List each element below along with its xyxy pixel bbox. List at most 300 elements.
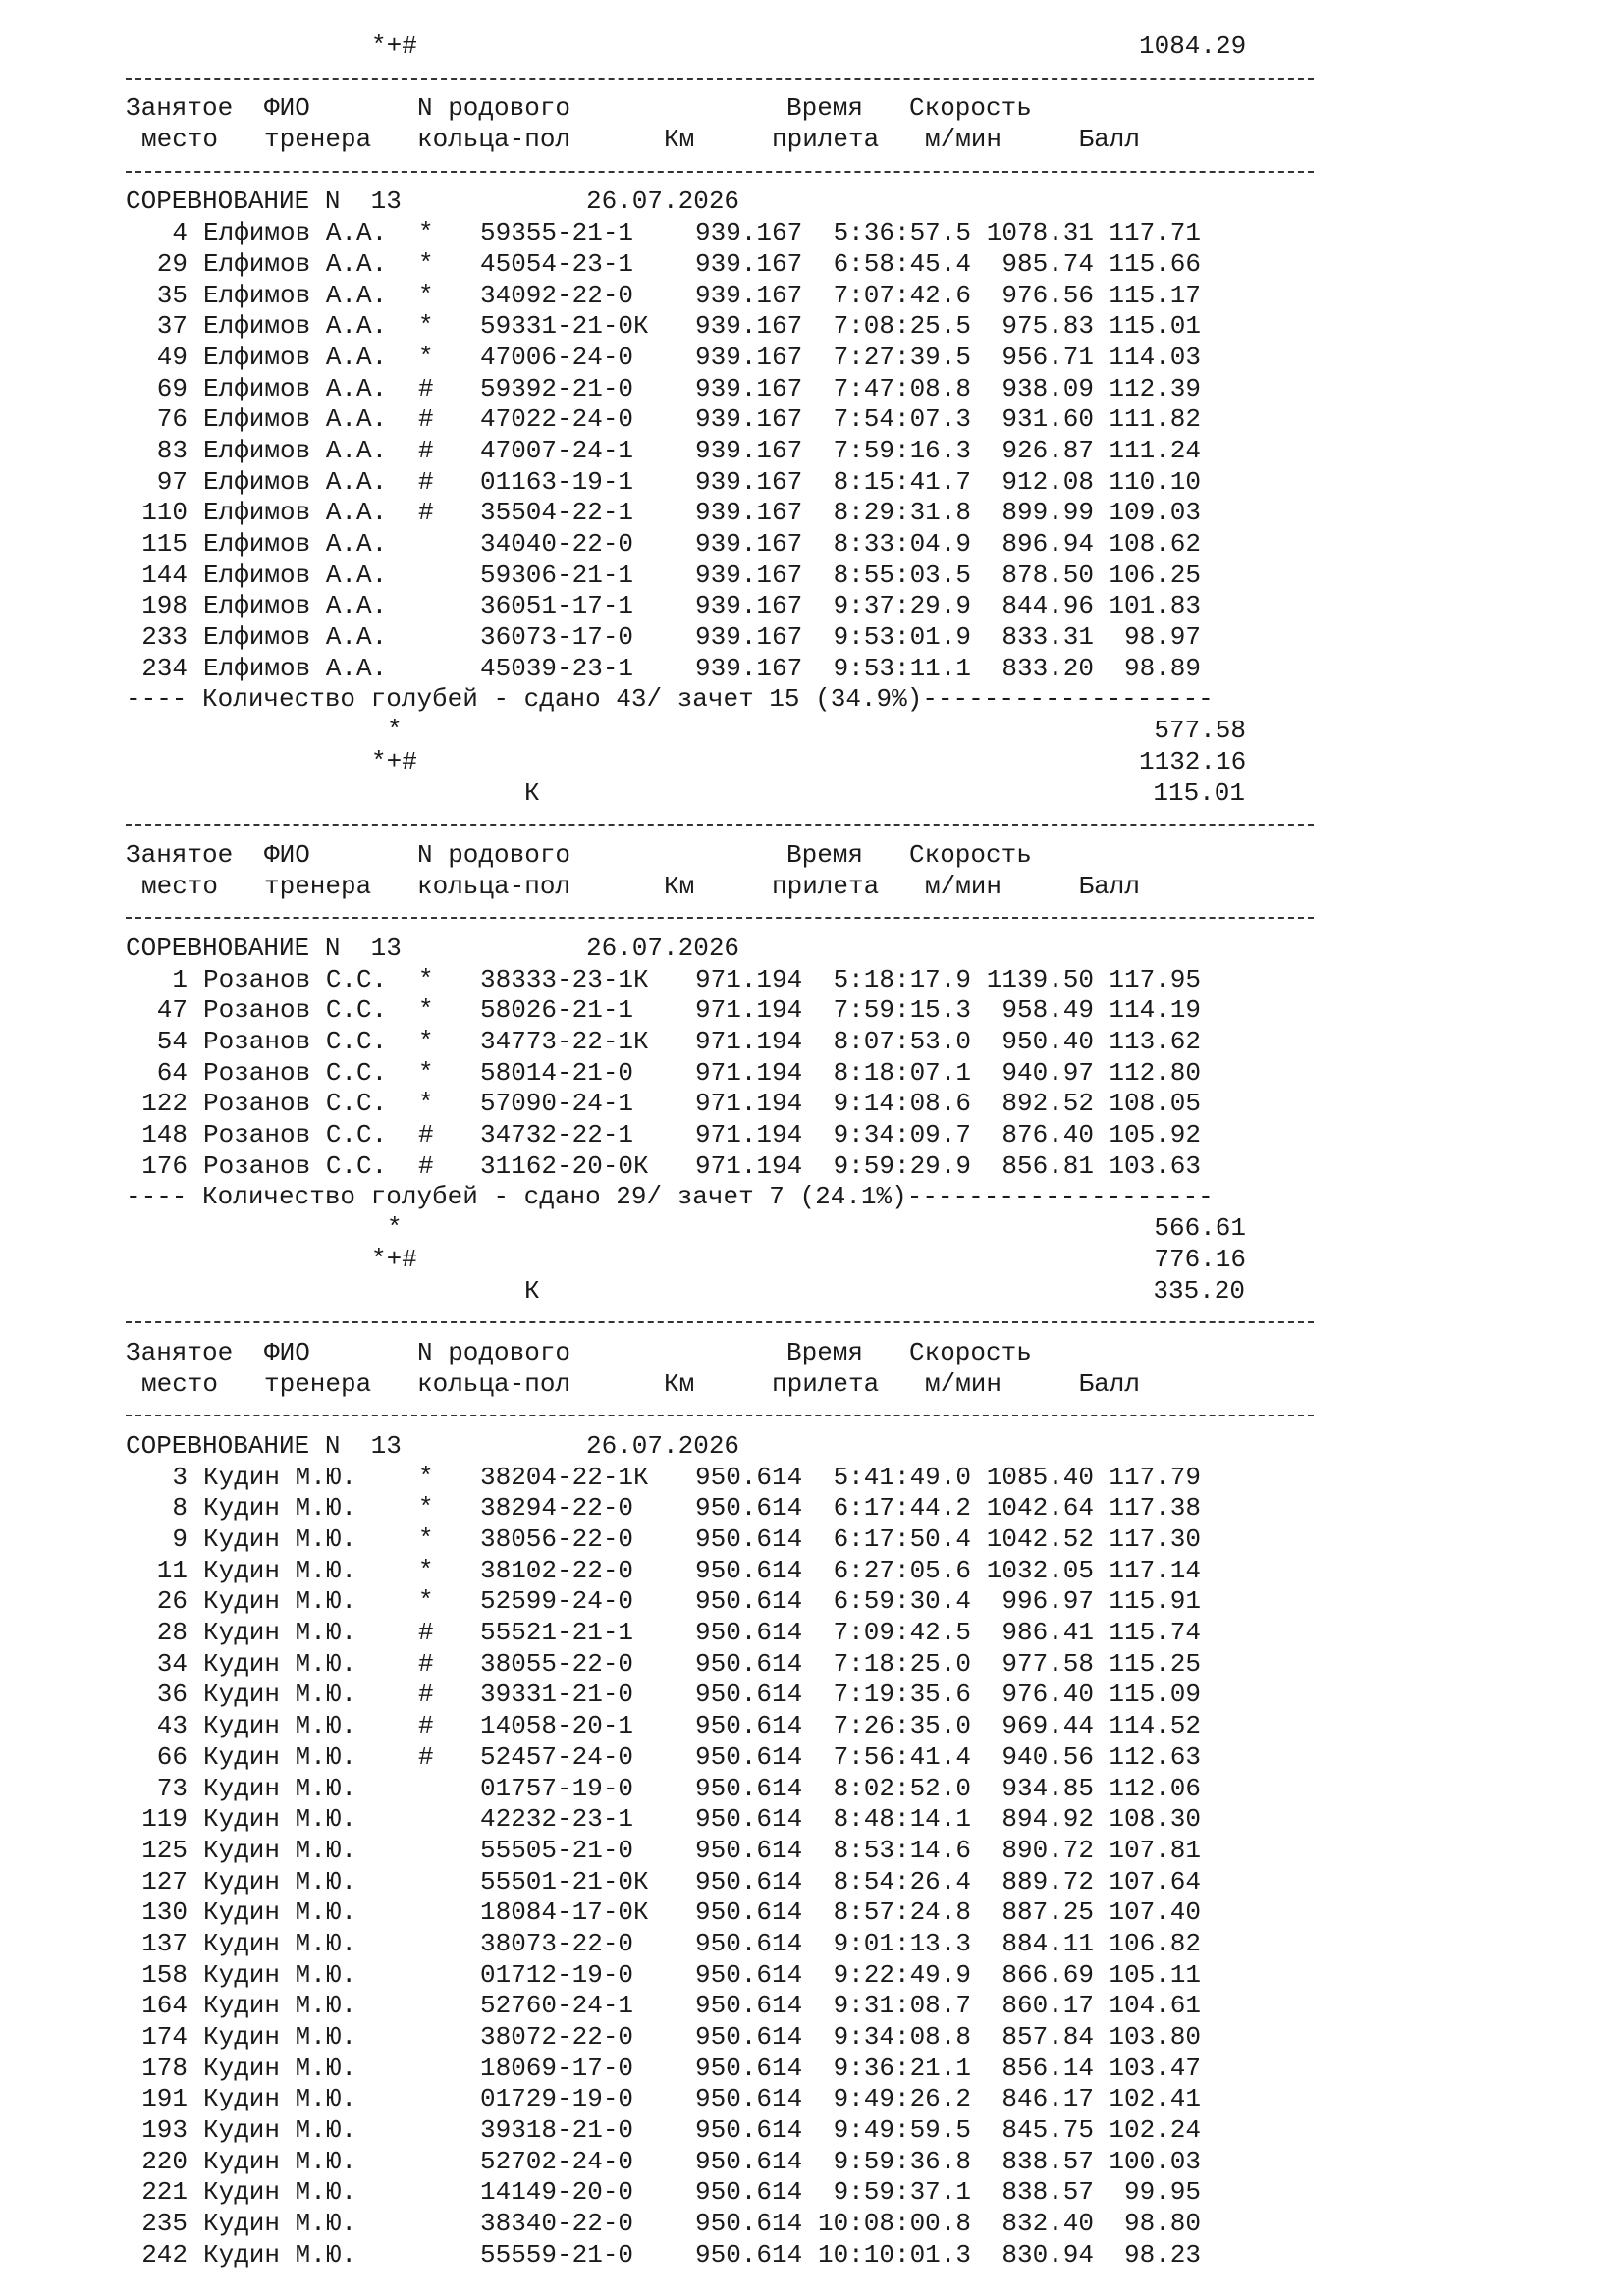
category-mark: #: [418, 404, 434, 435]
trainer-name: Кудин М.Ю.: [203, 1648, 357, 1679]
competition-date: 26.07.2026: [586, 1430, 739, 1461]
totals-mark: *+#: [371, 746, 417, 776]
place: 8: [172, 1493, 188, 1523]
result-row: [126, 343, 1324, 374]
place: 66: [156, 1741, 188, 1772]
distance-km: 939.167: [695, 435, 802, 465]
competition-title: СОРЕВНОВАНИЕ N 13: [126, 1430, 402, 1461]
column-header: м/мин: [925, 871, 1002, 901]
place: 37: [156, 311, 188, 342]
result-row: [126, 1929, 1324, 1960]
result-row: [126, 1742, 1324, 1774]
arrival-time: 5:18:17.9: [833, 964, 971, 994]
arrival-time: 9:59:37.1: [833, 2177, 971, 2208]
result-row: [126, 1493, 1324, 1524]
trainer-name: Кудин М.Ю.: [203, 1897, 357, 1928]
totals-value: 776.16: [1154, 1244, 1246, 1274]
trainer-name: Кудин М.Ю.: [203, 2115, 357, 2146]
category-mark: #: [418, 1680, 434, 1710]
ring-number: 57090-24-1: [480, 1089, 634, 1119]
trainer-name: Розанов С.С.: [203, 1027, 388, 1056]
distance-km: 939.167: [695, 591, 802, 621]
speed: 976.40: [1001, 1680, 1094, 1710]
dashed-rule: [126, 78, 1314, 80]
speed: 845.75: [1001, 2115, 1094, 2146]
distance-km: 971.194: [695, 1089, 802, 1119]
category-mark: #: [418, 1618, 434, 1648]
arrival-time: 6:27:05.6: [833, 1555, 971, 1585]
trainer-name: Кудин М.Ю.: [203, 1680, 357, 1710]
arrival-time: 8:55:03.5: [833, 560, 971, 590]
trainer-name: Кудин М.Ю.: [203, 1524, 357, 1554]
trainer-name: Кудин М.Ю.: [203, 2146, 357, 2176]
distance-km: 950.614: [695, 1493, 802, 1523]
trainer-name: Елфимов А.А.: [203, 248, 388, 279]
column-header: Км: [664, 871, 695, 901]
speed: 985.74: [1001, 248, 1094, 279]
arrival-time: 10:10:01.3: [817, 2239, 971, 2269]
column-header: тренера: [264, 125, 372, 155]
score: 105.92: [1109, 1120, 1201, 1150]
column-header: прилета: [772, 871, 880, 901]
header-rule-bottom: [126, 902, 1324, 934]
category-mark: *: [418, 1057, 434, 1088]
score: 117.71: [1109, 218, 1201, 248]
column-header: N родового: [417, 93, 571, 124]
totals-mark: К: [524, 1275, 540, 1306]
result-row: [126, 498, 1324, 529]
category-mark: #: [418, 373, 434, 403]
header-rule-top: [126, 809, 1324, 840]
distance-km: 950.614: [695, 1804, 802, 1835]
dashed-rule: [126, 1415, 1314, 1416]
arrival-time: 6:17:50.4: [833, 1524, 971, 1554]
arrival-time: 7:54:07.3: [833, 404, 971, 435]
result-row: [126, 1556, 1324, 1587]
score: 117.30: [1109, 1524, 1201, 1554]
arrival-time: 8:33:04.9: [833, 529, 971, 559]
arrival-time: 8:48:14.1: [833, 1804, 971, 1835]
trainer-name: Кудин М.Ю.: [203, 1773, 357, 1803]
place: 233: [141, 622, 188, 653]
totals-mark: *+#: [371, 31, 417, 61]
distance-km: 950.614: [695, 1866, 802, 1896]
column-header: Км: [664, 125, 695, 155]
result-row: [126, 1524, 1324, 1556]
arrival-time: 5:36:57.5: [833, 218, 971, 248]
arrival-time: 6:58:45.4: [833, 248, 971, 279]
arrival-time: 5:41:49.0: [833, 1462, 971, 1492]
score: 99.95: [1123, 2177, 1201, 2208]
speed: 1042.52: [986, 1524, 1094, 1554]
totals-mark: К: [524, 777, 540, 808]
column-header: кольца-пол: [417, 125, 571, 155]
score: 109.03: [1109, 498, 1201, 528]
ring-number: 52457-24-0: [480, 1741, 634, 1772]
arrival-time: 8:18:07.1: [833, 1057, 971, 1088]
speed: 866.69: [1001, 1959, 1094, 1990]
arrival-time: 7:18:25.0: [833, 1648, 971, 1679]
result-row: [126, 1991, 1324, 2022]
result-row: [126, 281, 1324, 312]
column-header-line-1: [126, 1338, 1324, 1369]
score: 104.61: [1109, 1991, 1201, 2021]
competition-date: 26.07.2026: [586, 187, 739, 217]
place: 69: [156, 373, 188, 403]
score: 106.82: [1109, 1928, 1201, 1958]
arrival-time: 8:29:31.8: [833, 498, 971, 528]
result-row: [126, 404, 1324, 436]
category-mark: *: [418, 218, 434, 248]
category-mark: #: [418, 466, 434, 497]
trainer-name: Елфимов А.А.: [203, 342, 388, 372]
result-row: [126, 1120, 1324, 1151]
arrival-time: 9:53:01.9: [833, 622, 971, 653]
score: 110.10: [1109, 466, 1201, 497]
distance-km: 939.167: [695, 342, 802, 372]
score: 115.25: [1109, 1648, 1201, 1679]
speed: 830.94: [1001, 2239, 1094, 2269]
column-header-line-2: [126, 1369, 1324, 1401]
column-header: кольца-пол: [417, 1368, 571, 1399]
ring-number: 58014-21-0: [480, 1057, 634, 1088]
column-header-line-2: [126, 872, 1324, 903]
distance-km: 939.167: [695, 466, 802, 497]
totals-value: 577.58: [1154, 716, 1246, 746]
category-mark: *: [418, 280, 434, 310]
trainer-name: Розанов С.С.: [203, 964, 388, 994]
birds-count-summary: ---- Количество голубей - сдано 43/ зачет 15 (34.9%)-------------------: [126, 684, 1214, 715]
result-row: [126, 249, 1324, 281]
distance-km: 950.614: [695, 2177, 802, 2208]
column-header: Занятое: [126, 1337, 234, 1367]
trainer-name: Розанов С.С.: [203, 1089, 388, 1119]
place: 137: [141, 1928, 188, 1958]
ring-number: 36051-17-1: [480, 591, 634, 621]
trainer-name: Розанов С.С.: [203, 1057, 388, 1088]
ring-number: 36073-17-0: [480, 622, 634, 653]
column-header: Балл: [1078, 1368, 1140, 1399]
distance-km: 971.194: [695, 1150, 802, 1181]
speed: 878.50: [1001, 560, 1094, 590]
speed: 844.96: [1001, 591, 1094, 621]
score: 115.17: [1109, 280, 1201, 310]
place: 242: [141, 2239, 188, 2269]
speed: 977.58: [1001, 1648, 1094, 1679]
distance-km: 950.614: [695, 1524, 802, 1554]
result-row: [126, 1586, 1324, 1618]
speed: 969.44: [1001, 1711, 1094, 1741]
place: 97: [156, 466, 188, 497]
place: 127: [141, 1866, 188, 1896]
score: 98.89: [1123, 653, 1201, 683]
speed: 832.40: [1001, 2209, 1094, 2239]
speed: 926.87: [1001, 435, 1094, 465]
trainer-name: Кудин М.Ю.: [203, 1804, 357, 1835]
column-header: м/мин: [925, 125, 1002, 155]
result-row: [126, 1774, 1324, 1805]
ring-number: 01729-19-0: [480, 2084, 634, 2114]
place: 191: [141, 2084, 188, 2114]
trainer-name: Елфимов А.А.: [203, 373, 388, 403]
column-header: ФИО: [264, 93, 310, 124]
arrival-time: 7:09:42.5: [833, 1618, 971, 1648]
ring-number: 59392-21-0: [480, 373, 634, 403]
score: 103.80: [1109, 2022, 1201, 2052]
arrival-time: 8:02:52.0: [833, 1773, 971, 1803]
result-row: [126, 995, 1324, 1027]
score: 108.05: [1109, 1089, 1201, 1119]
arrival-time: 9:14:08.6: [833, 1089, 971, 1119]
speed: 896.94: [1001, 529, 1094, 559]
ring-number: 52599-24-0: [480, 1586, 634, 1617]
speed: 940.97: [1001, 1057, 1094, 1088]
place: 11: [156, 1555, 188, 1585]
result-row: [126, 2054, 1324, 2085]
distance-km: 939.167: [695, 218, 802, 248]
ring-number: 58026-21-1: [480, 995, 634, 1026]
column-header: Занятое: [126, 839, 234, 870]
category-mark: *: [418, 1027, 434, 1056]
totals-value: 1084.29: [1139, 31, 1246, 61]
competition-date: 26.07.2026: [586, 933, 739, 963]
result-row: [126, 1463, 1324, 1494]
arrival-time: 9:49:26.2: [833, 2084, 971, 2114]
score: 115.01: [1109, 311, 1201, 342]
score: 112.06: [1109, 1773, 1201, 1803]
speed: 846.17: [1001, 2084, 1094, 2114]
summary-line: [126, 1182, 1324, 1213]
distance-km: 971.194: [695, 1027, 802, 1056]
dashed-rule: [126, 824, 1314, 826]
distance-km: 950.614: [695, 2209, 802, 2239]
place: 47: [156, 995, 188, 1026]
distance-km: 939.167: [695, 560, 802, 590]
column-header: тренера: [264, 1368, 372, 1399]
place: 193: [141, 2115, 188, 2146]
category-mark: #: [418, 435, 434, 465]
place: 35: [156, 280, 188, 310]
arrival-time: 8:07:53.0: [833, 1027, 971, 1056]
ring-number: 38333-23-1К: [480, 964, 649, 994]
score: 106.25: [1109, 560, 1201, 590]
ring-number: 47006-24-0: [480, 342, 634, 372]
arrival-time: 8:53:14.6: [833, 1835, 971, 1865]
result-row: [126, 561, 1324, 592]
competition-title: СОРЕВНОВАНИЕ N 13: [126, 187, 402, 217]
place: 176: [141, 1150, 188, 1181]
arrival-time: 7:59:16.3: [833, 435, 971, 465]
speed: 887.25: [1001, 1897, 1094, 1928]
trainer-name: Кудин М.Ю.: [203, 1462, 357, 1492]
arrival-time: 9:36:21.1: [833, 2053, 971, 2083]
place: 3: [172, 1462, 188, 1492]
result-row: [126, 622, 1324, 654]
speed: 1032.05: [986, 1555, 1094, 1585]
totals-line: [126, 778, 1324, 810]
trainer-name: Елфимов А.А.: [203, 622, 388, 653]
speed: 833.20: [1001, 653, 1094, 683]
ring-number: 47007-24-1: [480, 435, 634, 465]
place: 221: [141, 2177, 188, 2208]
column-header: Занятое: [126, 93, 234, 124]
distance-km: 939.167: [695, 248, 802, 279]
arrival-time: 9:59:36.8: [833, 2146, 971, 2176]
score: 107.81: [1109, 1835, 1201, 1865]
score: 117.14: [1109, 1555, 1201, 1585]
arrival-time: 7:08:25.5: [833, 311, 971, 342]
column-header: ФИО: [264, 839, 310, 870]
place: 158: [141, 1959, 188, 1990]
speed: 986.41: [1001, 1618, 1094, 1648]
totals-mark: *+#: [371, 1244, 417, 1274]
column-header: место: [141, 871, 219, 901]
score: 103.47: [1109, 2053, 1201, 2083]
result-row: [126, 1618, 1324, 1649]
result-row: [126, 2022, 1324, 2054]
distance-km: 950.614: [695, 1711, 802, 1741]
category-mark: *: [418, 964, 434, 994]
category-mark: *: [418, 995, 434, 1026]
result-row: [126, 1897, 1324, 1929]
arrival-time: 9:37:29.9: [833, 591, 971, 621]
trainer-name: Елфимов А.А.: [203, 498, 388, 528]
distance-km: 939.167: [695, 498, 802, 528]
birds-count-summary: ---- Количество голубей - сдано 29/ зачет 7 (24.1%)--------------------: [126, 1182, 1214, 1212]
distance-km: 950.614: [695, 1741, 802, 1772]
column-header: место: [141, 125, 219, 155]
column-header: Время: [786, 93, 864, 124]
distance-km: 950.614: [695, 1618, 802, 1648]
ring-number: 18069-17-0: [480, 2053, 634, 2083]
place: 144: [141, 560, 188, 590]
speed: 956.71: [1001, 342, 1094, 372]
column-header: Время: [786, 1337, 864, 1367]
totals-value: 335.20: [1153, 1275, 1245, 1306]
place: 26: [156, 1586, 188, 1617]
arrival-time: 9:49:59.5: [833, 2115, 971, 2146]
place: 198: [141, 591, 188, 621]
header-rule-top: [126, 1307, 1324, 1338]
distance-km: 950.614: [695, 1835, 802, 1865]
ring-number: 55559-21-0: [480, 2239, 634, 2269]
ring-number: 35504-22-1: [480, 498, 634, 528]
speed: 860.17: [1001, 1991, 1094, 2021]
dashed-rule: [126, 1321, 1314, 1323]
result-row: [126, 654, 1324, 685]
competition-title: СОРЕВНОВАНИЕ N 13: [126, 933, 402, 963]
ring-number: 52702-24-0: [480, 2146, 634, 2176]
speed: 856.14: [1001, 2053, 1094, 2083]
trainer-name: Кудин М.Ю.: [203, 2022, 357, 2052]
ring-number: 45054-23-1: [480, 248, 634, 279]
totals-mark: *: [387, 716, 403, 746]
score: 103.63: [1109, 1150, 1201, 1181]
score: 115.09: [1109, 1680, 1201, 1710]
place: 115: [141, 529, 188, 559]
place: 234: [141, 653, 188, 683]
score: 105.11: [1109, 1959, 1201, 1990]
distance-km: 950.614: [695, 2115, 802, 2146]
column-header: Скорость: [909, 839, 1032, 870]
result-row: [126, 467, 1324, 499]
distance-km: 950.614: [695, 1897, 802, 1928]
trainer-name: Кудин М.Ю.: [203, 1586, 357, 1617]
speed: 976.56: [1001, 280, 1094, 310]
distance-km: 939.167: [695, 653, 802, 683]
distance-km: 950.614: [695, 1959, 802, 1990]
result-row: [126, 2209, 1324, 2240]
place: 73: [156, 1773, 188, 1803]
totals-line: [126, 716, 1324, 747]
dashed-rule: [126, 917, 1314, 919]
ring-number: 14149-20-0: [480, 2177, 634, 2208]
totals-mark: *: [387, 1213, 403, 1244]
trainer-name: Кудин М.Ю.: [203, 2239, 357, 2269]
distance-km: 939.167: [695, 529, 802, 559]
score: 113.62: [1109, 1027, 1201, 1056]
speed: 1139.50: [986, 964, 1094, 994]
trainer-name: Кудин М.Ю.: [203, 1555, 357, 1585]
column-header-line-1: [126, 840, 1324, 872]
totals-line: [126, 31, 1324, 63]
score: 108.30: [1109, 1804, 1201, 1835]
result-row: [126, 1711, 1324, 1742]
distance-km: 950.614: [695, 2239, 802, 2269]
score: 98.97: [1123, 622, 1201, 653]
category-mark: #: [418, 1150, 434, 1181]
score: 102.24: [1109, 2115, 1201, 2146]
place: 4: [172, 218, 188, 248]
speed: 940.56: [1001, 1741, 1094, 1772]
trainer-name: Розанов С.С.: [203, 1120, 388, 1150]
trainer-name: Елфимов А.А.: [203, 591, 388, 621]
speed: 833.31: [1001, 622, 1094, 653]
result-row: [126, 529, 1324, 561]
totals-line: [126, 1276, 1324, 1308]
result-row: [126, 965, 1324, 996]
distance-km: 971.194: [695, 1120, 802, 1150]
speed: 1078.31: [986, 218, 1094, 248]
ring-number: 38340-22-0: [480, 2209, 634, 2239]
category-mark: #: [418, 1120, 434, 1150]
column-header-line-1: [126, 93, 1324, 125]
category-mark: *: [418, 248, 434, 279]
arrival-time: 7:19:35.6: [833, 1680, 971, 1710]
speed: 934.85: [1001, 1773, 1094, 1803]
totals-line: [126, 1245, 1324, 1276]
ring-number: 34040-22-0: [480, 529, 634, 559]
ring-number: 01757-19-0: [480, 1773, 634, 1803]
column-header: м/мин: [925, 1368, 1002, 1399]
column-header: тренера: [264, 871, 372, 901]
competition-line: [126, 187, 1324, 218]
distance-km: 950.614: [695, 2084, 802, 2114]
place: 36: [156, 1680, 188, 1710]
category-mark: *: [418, 1089, 434, 1119]
distance-km: 971.194: [695, 1057, 802, 1088]
score: 112.63: [1109, 1741, 1201, 1772]
result-row: [126, 2240, 1324, 2271]
distance-km: 950.614: [695, 1928, 802, 1958]
place: 9: [172, 1524, 188, 1554]
arrival-time: 8:15:41.7: [833, 466, 971, 497]
place: 34: [156, 1648, 188, 1679]
distance-km: 971.194: [695, 964, 802, 994]
arrival-time: 7:26:35.0: [833, 1711, 971, 1741]
place: 235: [141, 2209, 188, 2239]
header-rule-top: [126, 63, 1324, 94]
